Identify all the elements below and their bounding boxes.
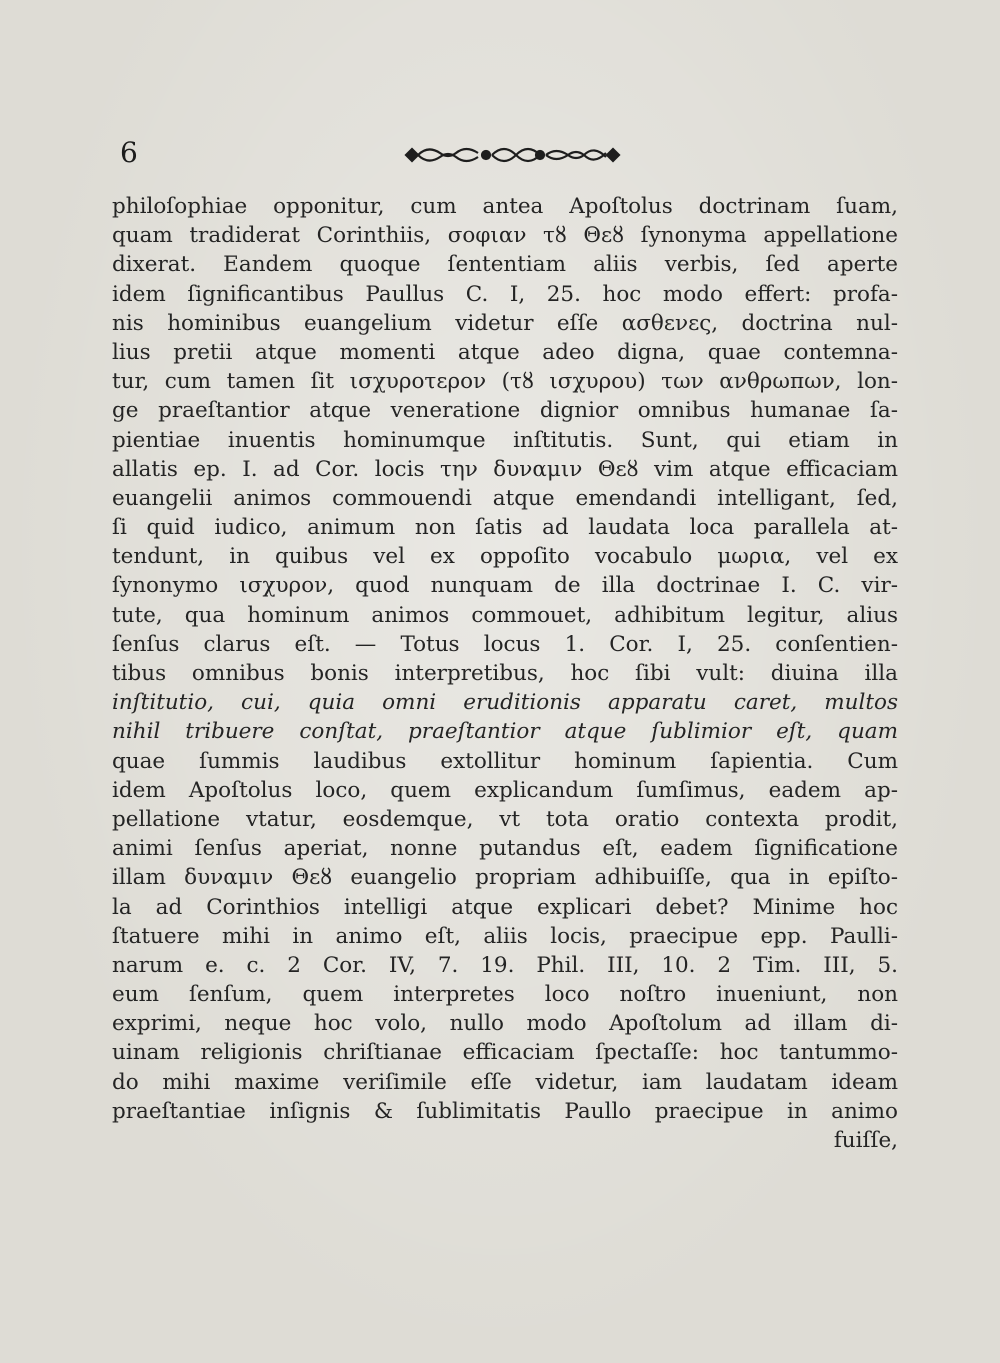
text-line: ſynonymo ισχυρον, quod nunquam de illa doctrinae I. C. vir- [112,573,898,599]
text-line: do mihi maxime veriſimile eſſe videtur, iam laudatam ideam [112,1069,898,1095]
text-line: euangelii animos commouendi atque emendandi intelligant, ſed, [112,485,898,511]
text-line-italic: nihil tribuere conſtat, praeſtantior atque ſublimior eſt, quam [112,719,898,745]
text-line: tendunt, in quibus vel ex oppoſito vocabulo μωρια, vel ex [112,544,898,570]
text-line: illam δυναμιν Θεȣ euangelio propriam adhibuiſſe, qua in epiſto- [112,865,898,891]
ornament-icon [400,140,625,170]
text-line: quae ſummis laudibus extollitur hominum ſapientia. Cum [112,748,898,774]
text-line: nis hominibus euangelium videtur eſſe ασθενες, doctrina nul- [112,310,898,336]
text-line: la ad Corinthios intelligi atque explicari debet? Minime hoc [112,894,898,920]
page-number: 6 [120,136,138,169]
text-line: uinam religionis chriſtianae efficaciam ſpectaſſe: hoc tantummo- [112,1040,898,1066]
text-line: philoſophiae opponitur, cum antea Apoſtolus doctrinam ſuam, [112,194,898,219]
text-line: eum ſenſum, quem interpretes loco noſtro inueniunt, non [112,982,898,1008]
text-line-italic: inſtitutio, cui, quia omni eruditionis apparatu caret, multos [112,690,898,716]
text-line: allatis ep. I. ad Cor. locis την δυναμιν Θεȣ vim atque efficaciam [112,456,898,482]
text-line: tibus omnibus bonis interpretibus, hoc ſibi vult: diuina illa [112,661,898,686]
text-line: tur, cum tamen ſit ισχυροτερον (τȣ ισχυρου) των ανθρωπων, lon- [112,369,898,395]
text-line: ge praeſtantior atque veneratione dignior omnibus humanae ſa- [112,398,898,424]
text-line: narum e. c. 2 Cor. IV, 7. 19. Phil. III, 10. 2 Tim. III, 5. [112,952,898,978]
text-line: idem Apoſtolus loco, quem explicandum ſumſimus, eadem ap- [112,777,898,803]
text-line: ſenſus clarus eſt. — Totus locus 1. Cor. I, 25. conſentien- [112,631,898,657]
body-text [112,192,898,1155]
text-line: idem ſignificantibus Paullus C. I, 25. hoc modo effert: profa- [112,281,898,307]
text-line: ſi quid iudico, animum non ſatis ad laudata loca parallela at- [112,515,898,541]
text-line: exprimi, neque hoc volo, nullo modo Apoſtolum ad illam di- [112,1011,898,1037]
text-line: tute, qua hominum animos commouet, adhibitum legitur, alius [112,602,898,628]
text-line: ſtatuere mihi in animo eſt, aliis locis, praecipue epp. Paulli- [112,923,898,949]
text-line: lius pretii atque momenti atque adeo digna, quae contemna- [112,339,898,365]
text-line: animi ſenſus aperiat, nonne putandus eſt, eadem ſignificatione [112,836,898,862]
catchword: fuiſſe, [833,1128,898,1153]
text-line: pientiae inuentis hominumque inſtitutis. Sunt, qui etiam in [112,427,898,453]
text-line: praeſtantiae inſignis & ſublimitatis Paullo praecipue in animo [112,1098,898,1124]
text-line: quam tradiderat Corinthiis, σοφιαν τȣ Θεȣ ſynonyma appellatione [112,223,898,249]
text-line: dixerat. Eandem quoque ſententiam aliis verbis, ſed aperte [112,252,898,278]
text-line: pellatione vtatur, eosdemque, vt tota oratio contexta prodit, [112,806,898,832]
